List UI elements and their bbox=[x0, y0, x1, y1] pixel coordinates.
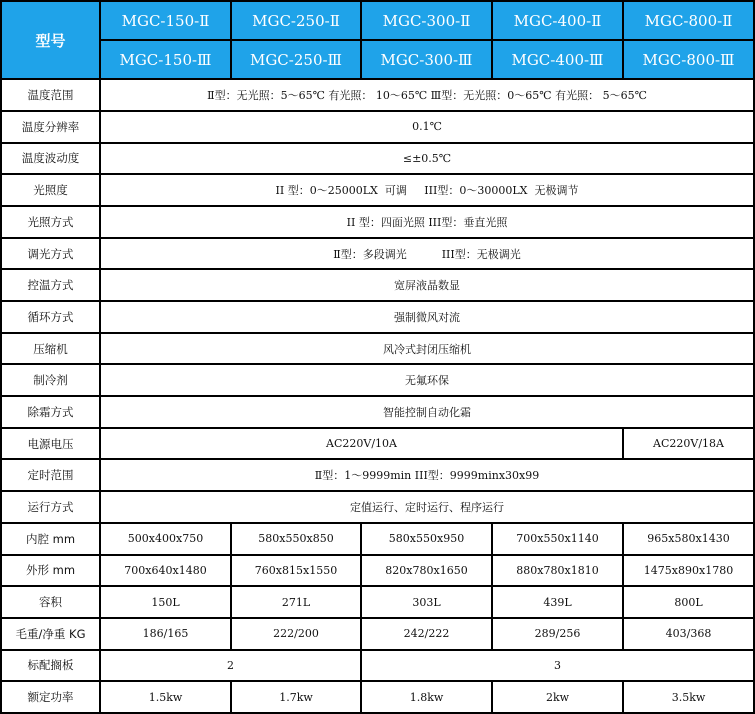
row-value: 242/222 bbox=[362, 619, 491, 649]
row-value: 3 bbox=[362, 651, 753, 681]
row-temp-range bbox=[2, 80, 753, 110]
row-value: 3.5kw bbox=[624, 682, 753, 712]
row-label: 标配搁板 bbox=[2, 651, 99, 681]
model-cell: MGC-150-Ⅲ bbox=[101, 41, 230, 78]
row-value: 1.5kw bbox=[101, 682, 230, 712]
row-shelves bbox=[2, 651, 753, 681]
row-label: 温度波动度 bbox=[2, 144, 99, 174]
model-header-label: 型号 bbox=[2, 2, 99, 78]
model-cell: MGC-250-Ⅲ bbox=[232, 41, 360, 78]
model-cell: MGC-250-Ⅱ bbox=[232, 2, 360, 39]
row-label: 温度范围 bbox=[2, 80, 99, 110]
row-label: 压缩机 bbox=[2, 334, 99, 364]
row-power-supply bbox=[2, 429, 753, 459]
row-value: II 型：四面光照 III型：垂直光照 bbox=[101, 207, 753, 237]
model-cell: MGC-400-Ⅱ bbox=[493, 2, 622, 39]
row-illuminance bbox=[2, 175, 753, 205]
row-compressor bbox=[2, 334, 753, 364]
row-label: 除霜方式 bbox=[2, 397, 99, 427]
row-label: 定时范围 bbox=[2, 460, 99, 490]
row-volume bbox=[2, 587, 753, 617]
row-value: 1.7kw bbox=[232, 682, 360, 712]
row-value: 1.8kw bbox=[362, 682, 491, 712]
row-value: 289/256 bbox=[493, 619, 622, 649]
row-value: 风冷式封闭压缩机 bbox=[101, 334, 753, 364]
row-value: 智能控制自动化霜 bbox=[101, 397, 753, 427]
row-label: 内腔 mm bbox=[2, 524, 99, 554]
row-light-mode bbox=[2, 207, 753, 237]
row-value: 2kw bbox=[493, 682, 622, 712]
row-weight bbox=[2, 619, 753, 649]
row-defrost bbox=[2, 397, 753, 427]
row-run-mode bbox=[2, 492, 753, 522]
row-value: 403/368 bbox=[624, 619, 753, 649]
model-cell: MGC-300-Ⅱ bbox=[362, 2, 491, 39]
row-value: 定值运行、定时运行、程序运行 bbox=[101, 492, 753, 522]
row-value: 880x780x1810 bbox=[493, 556, 622, 586]
row-label: 额定功率 bbox=[2, 682, 99, 712]
row-label: 制冷剂 bbox=[2, 365, 99, 395]
row-rated-power bbox=[2, 682, 753, 712]
row-temp-resolution bbox=[2, 112, 753, 142]
row-label: 电源电压 bbox=[2, 429, 99, 459]
row-value: 186/165 bbox=[101, 619, 230, 649]
row-temp-control bbox=[2, 270, 753, 300]
model-cell: MGC-800-Ⅱ bbox=[624, 2, 753, 39]
row-value: 439L bbox=[493, 587, 622, 617]
row-value: Ⅱ型：无光照：5～65℃ 有光照： 10～65℃ Ⅲ型：无光照：0～65℃ 有光照： 5～65℃ bbox=[101, 80, 753, 110]
header-row-1 bbox=[2, 2, 753, 39]
row-value: 271L bbox=[232, 587, 360, 617]
row-value: 0.1℃ bbox=[101, 112, 753, 142]
row-value: AC220V/10A bbox=[101, 429, 622, 459]
row-outer-size bbox=[2, 556, 753, 586]
row-value: AC220V/18A bbox=[624, 429, 753, 459]
header-row-2 bbox=[2, 41, 753, 78]
row-value: 700x640x1480 bbox=[101, 556, 230, 586]
row-label: 温度分辨率 bbox=[2, 112, 99, 142]
row-value: 1475x890x1780 bbox=[624, 556, 753, 586]
row-value: Ⅱ型：多段调光 III型：无极调光 bbox=[101, 239, 753, 269]
row-value: 2 bbox=[101, 651, 360, 681]
row-label: 控温方式 bbox=[2, 270, 99, 300]
row-label: 容积 bbox=[2, 587, 99, 617]
row-label: 毛重/净重 KG bbox=[2, 619, 99, 649]
row-value: 965x580x1430 bbox=[624, 524, 753, 554]
row-value: 580x550x850 bbox=[232, 524, 360, 554]
model-cell: MGC-150-Ⅱ bbox=[101, 2, 230, 39]
row-label: 循环方式 bbox=[2, 302, 99, 332]
row-value: 303L bbox=[362, 587, 491, 617]
model-cell: MGC-300-Ⅲ bbox=[362, 41, 491, 78]
row-inner-size bbox=[2, 524, 753, 554]
row-label: 光照度 bbox=[2, 175, 99, 205]
row-temp-fluctuation bbox=[2, 144, 753, 174]
row-label: 光照方式 bbox=[2, 207, 99, 237]
row-value: 500x400x750 bbox=[101, 524, 230, 554]
row-value: 宽屏液晶数显 bbox=[101, 270, 753, 300]
row-circulation bbox=[2, 302, 753, 332]
row-value: II 型：0～25000LX 可调 III型：0～30000LX 无极调节 bbox=[101, 175, 753, 205]
row-value: 580x550x950 bbox=[362, 524, 491, 554]
row-value: 700x550x1140 bbox=[493, 524, 622, 554]
row-label: 运行方式 bbox=[2, 492, 99, 522]
row-value: 820x780x1650 bbox=[362, 556, 491, 586]
row-label: 调光方式 bbox=[2, 239, 99, 269]
row-label: 外形 mm bbox=[2, 556, 99, 586]
row-value: 无氟环保 bbox=[101, 365, 753, 395]
row-value: 222/200 bbox=[232, 619, 360, 649]
model-cell: MGC-400-Ⅲ bbox=[493, 41, 622, 78]
row-timer-range bbox=[2, 460, 753, 490]
row-value: 800L bbox=[624, 587, 753, 617]
row-value: 150L bbox=[101, 587, 230, 617]
row-value: Ⅱ型：1～9999min III型：9999minx30x99 bbox=[101, 460, 753, 490]
row-refrigerant bbox=[2, 365, 753, 395]
row-value: 强制微风对流 bbox=[101, 302, 753, 332]
row-dimming bbox=[2, 239, 753, 269]
row-value: ≤±0.5℃ bbox=[101, 144, 753, 174]
row-value: 760x815x1550 bbox=[232, 556, 360, 586]
model-cell: MGC-800-Ⅲ bbox=[624, 41, 753, 78]
